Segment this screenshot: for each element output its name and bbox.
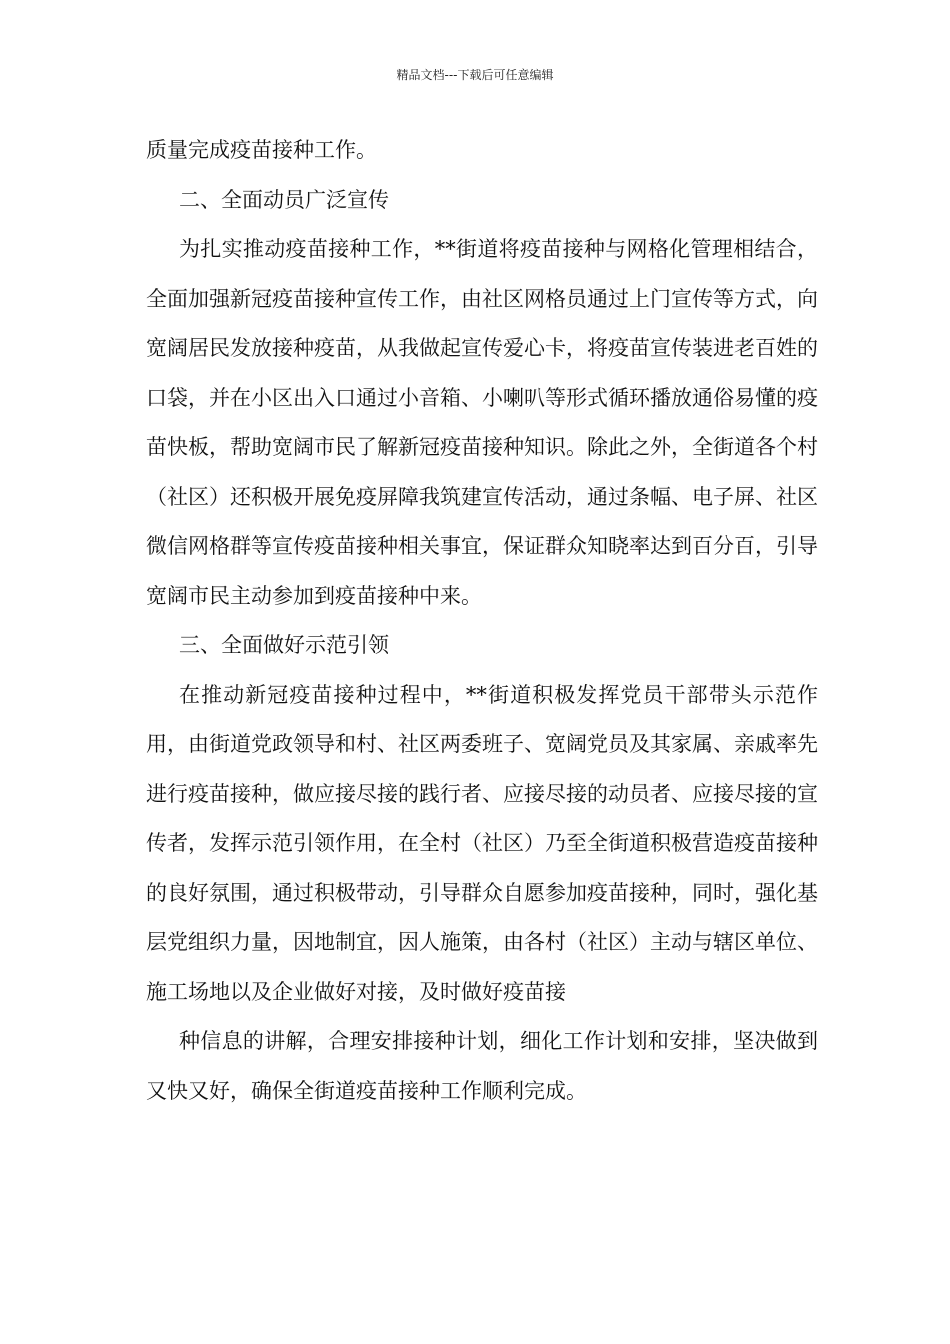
- paragraph-demonstration: 在推动新冠疫苗接种过程中，**街道积极发挥党员干部带头示范作用，由街道党政领导和村、社区两委班子、宽阔党员及其家属、亲戚率先进行疫苗接种，做应接尽接的践行者、应接尽接的动员者、应接尽接的宣传者，发挥示范引领作用，在全村（社区）乃至全街道积极营造疫苗接种的良好氛围，通过积极带动，引导群众自愿参加疫苗接种，同时，强化基层党组织力量，因地制宜，因人施策，由各村（社区）主动与辖区单位、施工场地以及企业做好对接，及时做好疫苗接: [146, 682, 818, 1004]
- section-heading-3: 三、全面做好示范引领: [179, 633, 389, 657]
- paragraph-publicity: 为扎实推动疫苗接种工作，**街道将疫苗接种与网格化管理相结合，全面加强新冠疫苗接种宣传工作，由社区网格员通过上门宣传等方式，向宽阔居民发放接种疫苗，从我做起宣传爱心卡，将疫苗宣传装进老百姓的口袋，并在小区出入口通过小音箱、小喇叭等形式循环播放通俗易懂的疫苗快板，帮助宽阔市民了解新冠疫苗接种知识。除此之外，全街道各个村（社区）还积极开展免疫屏障我筑建宣传活动，通过条幅、电子屏、社区微信网格群等宣传疫苗接种相关事宜，保证群众知晓率达到百分百，引导宽阔市民主动参加到疫苗接种中来。: [146, 237, 818, 608]
- page-header: 精品文档---下载后可任意编辑: [396, 68, 554, 82]
- paragraph-conclusion: 种信息的讲解，合理安排接种计划，细化工作计划和安排，坚决做到又快又好，确保全街道疫苗接种工作顺利完成。: [146, 1029, 818, 1103]
- paragraph-continuation: 质量完成疫苗接种工作。: [146, 138, 377, 162]
- section-heading-2: 二、全面动员广泛宣传: [179, 187, 389, 212]
- document-body: [146, 126, 818, 1116]
